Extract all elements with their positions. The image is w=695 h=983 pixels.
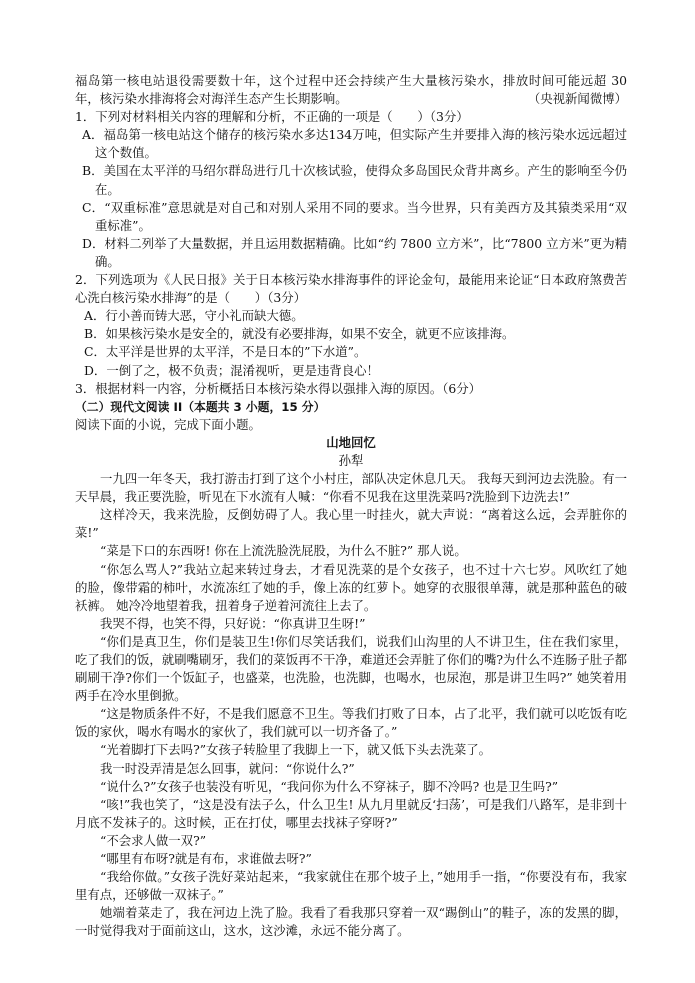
q3-stem: 3．根据材料一内容，分析概括日本核污染水得以强排入海的原因。（6分）: [75, 380, 482, 396]
q2-option-a: A．行小善而铸大恶，守小礼而缺大德。: [84, 308, 304, 324]
story-paragraph: “哪里有布呀?就是有布，求谁做去呀?”: [100, 851, 312, 867]
story-paragraph: “我给你做。”女孩子洗好菜站起来，“我家就住在那个坡子上，”她用手一指，“你要没有布，我家里有点，还够做一双袜子。”: [75, 869, 627, 903]
story-author: 孙犁: [338, 452, 364, 468]
story-paragraph: 我哭不得，也笑不得，只好说：“你真讲卫生呀!”: [100, 615, 366, 631]
story-paragraph: 这样冷天，我来洗脸，反倒妨碍了人。我心里一时挂火，就大声说：“离着这么远，会弄脏你的菜!”: [75, 507, 627, 541]
story-paragraph: “你怎么骂人?”我站立起来转过身去，才看见洗菜的是个女孩子，也不过十六七岁。风吹红了她的脸，像带霜的柿叶，水流冻红了她的手，像上冻的红萝卜。她穿的衣服很单薄，就是那种蓝色的破袄裤。 她冷冷地望着我，扭着身子逆着河流往上去了。: [75, 561, 627, 613]
story-paragraph: “咳!”我也笑了，“这是没有法子么，什么卫生! 从九月里就反‘扫荡’，可是我们八路军，是非到十月底不发袜子的。这时候，正在打仗，哪里去找袜子穿呀?”: [75, 796, 627, 830]
q2-option-c: C．太平洋是世界的太平洋，不是日本的”下水道”。: [84, 344, 367, 360]
section-heading: （二）现代文阅读 II（本题共 3 小题，15 分）: [75, 399, 326, 414]
q1-option-d: D．材料二列举了大量数据，并且运用数据精确。比如“约 7800 立方米”，比“7800 立方米”更为精确。: [82, 235, 627, 269]
intro-paragraph: [75, 72, 627, 108]
q2-option-b: B．如果核污染水是安全的，就没有必要排海，如果不安全，就更不应该排海。: [84, 326, 515, 342]
q1-option-b: B．美国在太平洋的马绍尔群岛进行几十次核试验，使得众多岛国民众背井离乡。产生的影响至今仍在。: [82, 163, 627, 197]
story-paragraph: “这是物质条件不好，不是我们愿意不卫生。等我们打败了日本，占了北平，我们就可以吃饭有吃饭的家伙，喝水有喝水的家伙了，我们就可以一切齐备了。”: [75, 706, 627, 740]
story-paragraph: 一九四一年冬天，我打游击打到了这个小村庄，部队决定休息几天。 我每天到河边去洗脸。有一天早晨，我正要洗脸，听见在下水流有人喊：“你看不见我在这里洗菜吗?洗脸到下边洗去!”: [75, 471, 627, 505]
intro-source: （央视新闻微博）: [527, 91, 627, 107]
q1-option-c: C．“双重标准”意思就是对自己和对别人采用不同的要求。当今世界，只有美西方及其猿类采用“双重标准”。: [82, 199, 627, 233]
section-instruction: 阅读下面的小说，完成下面小题。: [75, 416, 261, 432]
story-paragraph: “说什么?”女孩子也装没有听见，“我问你为什么不穿袜子，脚不冷吗? 也是卫生吗?”: [100, 778, 559, 794]
q1-option-a: A．福岛第一核电站这个储存的核污染水多达134万吨，但实际产生并要排入海的核污染水远远超过这个数值。: [82, 127, 627, 161]
story-paragraph: 我一时没弄清是怎么回事，就问：“你说什么?”: [100, 760, 355, 776]
story-paragraph: 她端着菜走了，我在河边上洗了脸。我看了看我那只穿着一双“踢倒山”的鞋子，冻的发黑的脚，一时觉得我对于面前这山，这水，这沙滩，永远不能分离了。: [75, 905, 627, 939]
story-paragraph: “不会求人做一双?”: [100, 832, 207, 848]
q2-option-d: D．一倒了之，极不负责；混淆视听，更是违背良心！: [84, 362, 379, 378]
intro-text: 福岛第一核电站退役需要数十年，这个过程中还会持续产生大量核污染水，排放时间可能远超 30 年，核污染水排海将会对海洋生态产生长期影响。: [75, 73, 627, 107]
q1-stem: 1．下列对材料相关内容的理解和分析，不正确的一项是（ ）（3分）: [75, 109, 469, 125]
story-paragraph: “你们是真卫生，你们是装卫生!你们尽笑话我们，说我们山沟里的人不讲卫生，住在我们家里，吃了我们的饭，就刷嘴刷牙，我们的菜饭再不干净，难道还会弄脏了你们的嘴?为什么不连肠子肚子都刷刷干净?你们一个饭缸子，也盛菜，也洗脸，也洗脚，也喝水，也尿泡，那是讲卫生吗?” 她笑着用两手在冷水里倒掀。: [75, 633, 627, 704]
story-paragraph: “菜是下口的东西呀! 你在上流洗脸洗屁股，为什么不脏?” 那人说。: [100, 543, 467, 559]
story-paragraph: “光着脚打下去吗?”女孩子转脸里了我脚上一下，就又低下头去洗菜了。: [100, 742, 492, 758]
q2-stem: 2．下列选项为《人民日报》关于日本核污染水排海事件的评论金句，最能用来论证“日本政府煞费苦心洗白核污染水排海”的是（ ）（3分）: [75, 272, 627, 306]
story-title: 山地回忆: [326, 434, 376, 450]
